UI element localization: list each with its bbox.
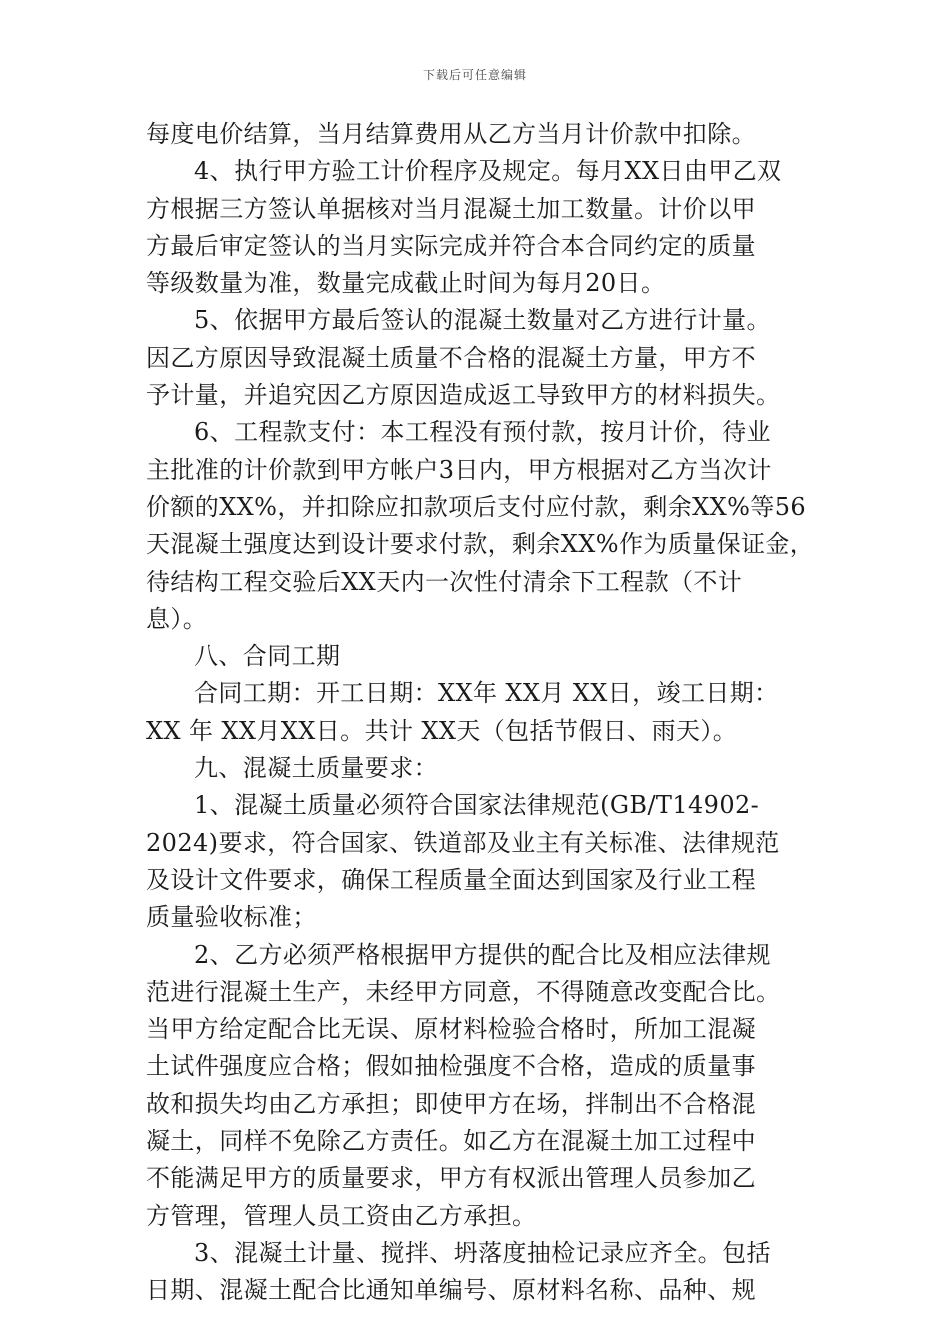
text-line: 九、混凝土质量要求：	[194, 754, 438, 783]
text-line: 日期、混凝土配合比通知单编号、原材料名称、品种、规	[146, 1276, 756, 1305]
text-line: 不能满足甲方的质量要求，甲方有权派出管理人员参加乙	[146, 1164, 756, 1193]
page-header: 下载后可任意编辑	[422, 68, 527, 82]
text-line: 因乙方原因导致混凝土质量不合格的混凝土方量，甲方不	[146, 343, 756, 372]
text-line: 2、乙方必须严格根据甲方提供的配合比及相应法律规	[194, 940, 771, 969]
text-line: 价额的XX%，并扣除应扣款项后支付应付款，剩余XX%等56	[146, 492, 807, 521]
text-line: 质量验收标准；	[146, 903, 317, 932]
text-line: 2024)要求，符合国家、铁道部及业主有关标准、法律规范	[146, 828, 780, 857]
text-line: 凝土，同样不免除乙方责任。如乙方在混凝土加工过程中	[146, 1127, 756, 1156]
text-line: 1、混凝土质量必须符合国家法律规范(GB/T14902-	[194, 791, 760, 820]
text-line: 八、合同工期	[194, 642, 341, 671]
text-line: 故和损失均由乙方承担；即使甲方在场，拌制出不合格混	[146, 1089, 756, 1118]
text-line: 主批准的计价款到甲方帐户3日内，甲方根据对乙方当次计	[146, 455, 772, 484]
text-line: 4、执行甲方验工计价程序及规定。每月XX日由甲乙双	[194, 157, 782, 186]
text-line: 待结构工程交验后XX天内一次性付清余下工程款（不计	[146, 567, 743, 596]
text-line: XX 年 XX月XX日。共计 XX天（包括节假日、雨天）。	[146, 716, 738, 745]
text-line: 方管理，管理人员工资由乙方承担。	[146, 1201, 537, 1230]
text-line: 6、工程款支付：本工程没有预付款，按月计价，待业	[194, 418, 771, 447]
text-line: 及设计文件要求，确保工程质量全面达到国家及行业工程	[146, 865, 756, 894]
text-line: 合同工期：开工日期：XX年 XX月 XX日，竣工日期：	[194, 679, 779, 708]
text-line: 土试件强度应合格；假如抽检强度不合格，造成的质量事	[146, 1052, 756, 1081]
text-line: 息）。	[146, 604, 208, 633]
text-line: 方根据三方签认单据核对当月混凝土加工数量。计价以甲	[146, 194, 756, 223]
text-line: 天混凝土强度达到设计要求付款，剩余XX%作为质量保证金，	[146, 530, 815, 559]
text-line: 范进行混凝土生产，未经甲方同意，不得随意改变配合比。	[146, 977, 781, 1006]
document-body	[146, 116, 816, 1310]
text-line: 5、依据甲方最后签认的混凝土数量对乙方进行计量。	[194, 306, 771, 335]
text-line: 予计量，并追究因乙方原因造成返工导致甲方的材料损失。	[146, 381, 781, 410]
text-line: 当甲方给定配合比无误、原材料检验合格时，所加工混凝	[146, 1015, 756, 1044]
text-line: 3、混凝土计量、搅拌、坍落度抽检记录应齐全。包括	[194, 1238, 771, 1267]
text-line: 每度电价结算，当月结算费用从乙方当月计价款中扣除。	[146, 120, 756, 148]
text-line: 方最后审定签认的当月实际完成并符合本合同约定的质量	[146, 231, 756, 260]
text-line: 等级数量为准，数量完成截止时间为每月20日。	[146, 269, 666, 298]
